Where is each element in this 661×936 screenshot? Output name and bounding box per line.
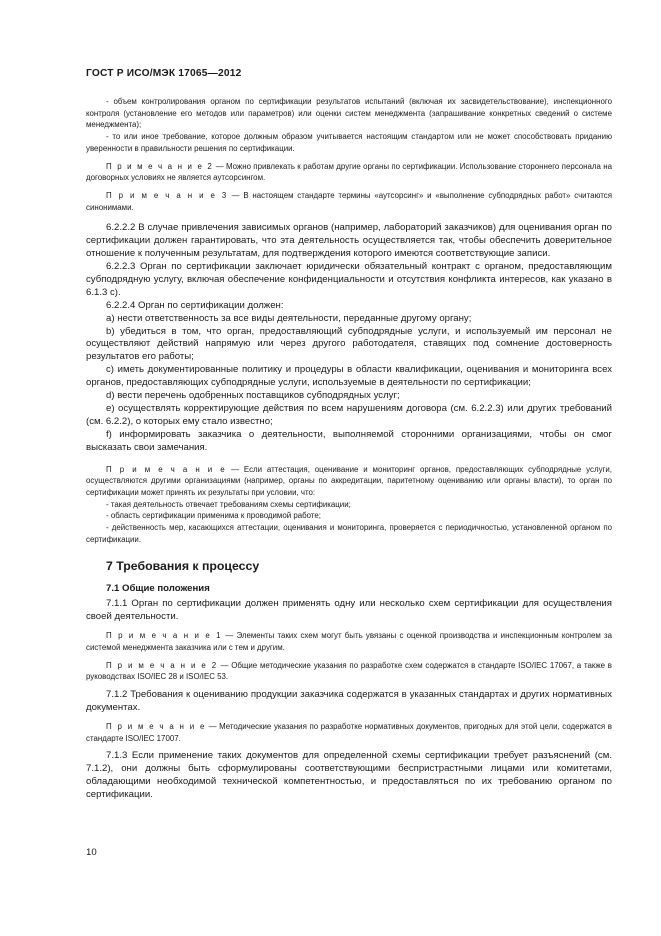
note-label: П р и м е ч а н и е <box>106 464 227 474</box>
note-text: — Методические указания по разработке нормативных документов, пригодных для этой цели, содержатся в стандарте ISO/IEC 17007. <box>86 721 612 743</box>
section-heading: 7 Требования к процессу <box>106 558 260 573</box>
subsection-heading: 7.1 Общие положения <box>106 582 210 594</box>
list-item: - область сертификации применима к проводимой работе; <box>106 511 321 521</box>
note <box>86 630 612 653</box>
note-label: П р и м е ч а н и е 2 <box>106 161 214 171</box>
note <box>86 190 612 213</box>
page-number: 10 <box>86 847 97 858</box>
note-text: — В настоящем стандарте термины «аутсорсинг» и «выполнение субподрядных работ» считаются синонимами. <box>86 190 612 212</box>
list-item-f: f) информировать заказчика о деятельности, выполняемой сторонними организациями, чтобы он смог высказать свои замечания. <box>86 428 612 453</box>
note-text: — Общие методические указания по разработке схем содержатся в стандарте ISO/IEC 17067, а также в руководствах ISO/IEC 28 и ISO/IEC 53. <box>86 660 612 682</box>
list-item-a: a) нести ответственность за все виды деятельности, переданные другому органу; <box>106 312 472 324</box>
note-label: П р и м е ч а н и е 3 <box>106 190 228 200</box>
note-text: — Элементы таких схем могут быть увязаны с оценкой производства и инспекционным контролем за системой менеджмента заказчика или с тем и другим. <box>86 631 612 652</box>
list-item: - то или иное требование, которое должным образом учитывается настоящим стандартом или не может способствовать приданию уверенности в правильности решения по сертификации. <box>86 132 612 153</box>
list-item: - объем контролирования органом по сертификации результатов испытаний (включая их засвидетельствование), инспекционного контроля (установление его методов или параметров) или оценки систем менеджмента (запрашивание конкретных сведений о системе менеджмента); <box>86 97 612 130</box>
list-item-d: d) вести перечень одобренных поставщиков субподрядных услуг; <box>106 390 400 402</box>
note <box>86 721 612 744</box>
list-item: - такая деятельность отвечает требованиям схемы сертификации; <box>106 499 351 509</box>
note-label: П р и м е ч а н и е 1 <box>106 631 223 641</box>
note <box>86 660 612 683</box>
list-item-c: c) иметь документированные политику и процедуры в области квалификации, оценивания и мониторинга всех органов, предоставляющих субподрядные услуги, используемые в деятельности по сертификации; <box>86 364 612 389</box>
note-label: П р и м е ч а н и е 2 <box>106 660 218 670</box>
list-item-e: e) осуществлять корректирующие действия по всем нарушениям договора (см. 6.2.2.3) или других требований (см. 6.2.2), о которых ему стало известно; <box>86 403 612 427</box>
note <box>86 161 612 184</box>
page-content <box>86 96 612 802</box>
note-text: — Можно привлекать к работам другие органы по сертификации. Использование стороннего персонала на договорных условиях не является аутсорсингом. <box>86 161 612 183</box>
note-text: — Если аттестация, оценивание и мониторинг органов, предоставляющих субподрядные услуги, осуществляются другими организациями (например, органы по аккредитации, паритетному оцениванию или органы власти), то орган по сертификации может принять их результаты при условии, что: <box>86 464 612 498</box>
list-item-b: b) убедиться в том, что орган, предоставляющий субподрядные услуги, и используемый им персонал не осуществляют действий напрямую или через другого работодателя, ставящих под сомнение достоверность результатов его работы; <box>86 325 612 363</box>
paragraph-7-1-1: 7.1.1 Орган по сертификации должен применять одну или несколько схем сертификации для осуществления своей деятельности. <box>86 598 612 623</box>
note-label: П р и м е ч а н и е <box>106 721 206 731</box>
list-item: - действенность мер, касающихся аттестации, оценивания и мониторинга, проверяется с периодичностью, установленной органом по сертификации. <box>86 523 612 544</box>
document-header: ГОСТ Р ИСО/МЭК 17065—2012 <box>86 68 242 79</box>
paragraph-6-2-2-4: 6.2.2.4 Орган по сертификации должен: <box>106 299 284 311</box>
note <box>86 464 612 499</box>
paragraph-6-2-2-2: 6.2.2.2 В случае привлечения зависимых органов (например, лабораторий заказчиков) для оценивания орган по сертификации должен гарантировать, что эта деятельность осуществляется так, чтобы обеспечить доверительное отношение к полученным результатам, для подтверждения которого имеются соответствующие записи. <box>86 222 612 260</box>
paragraph-7-1-3: 7.1.3 Если применение таких документов для определенной схемы сертификации требует разъяснений (см. 7.1.2), они должны быть сформулированы соответствующими беспристрастными лицами или комитетами, обладающими необходимой технической компетентностью, и предоставляться по их требованию органом по сертификации. <box>86 750 612 801</box>
paragraph-6-2-2-3: 6.2.2.3 Орган по сертификации заключает юридически обязательный контракт с органом, предоставляющим субподрядную услугу, включая обеспечение конфиденциальности и отсутствия конфликта интересов, как указано в 6.1.3 c). <box>86 261 612 298</box>
paragraph-7-1-2: 7.1.2 Требования к оцениванию продукции заказчика содержатся в указанных стандартах и других нормативных документах. <box>86 689 612 713</box>
